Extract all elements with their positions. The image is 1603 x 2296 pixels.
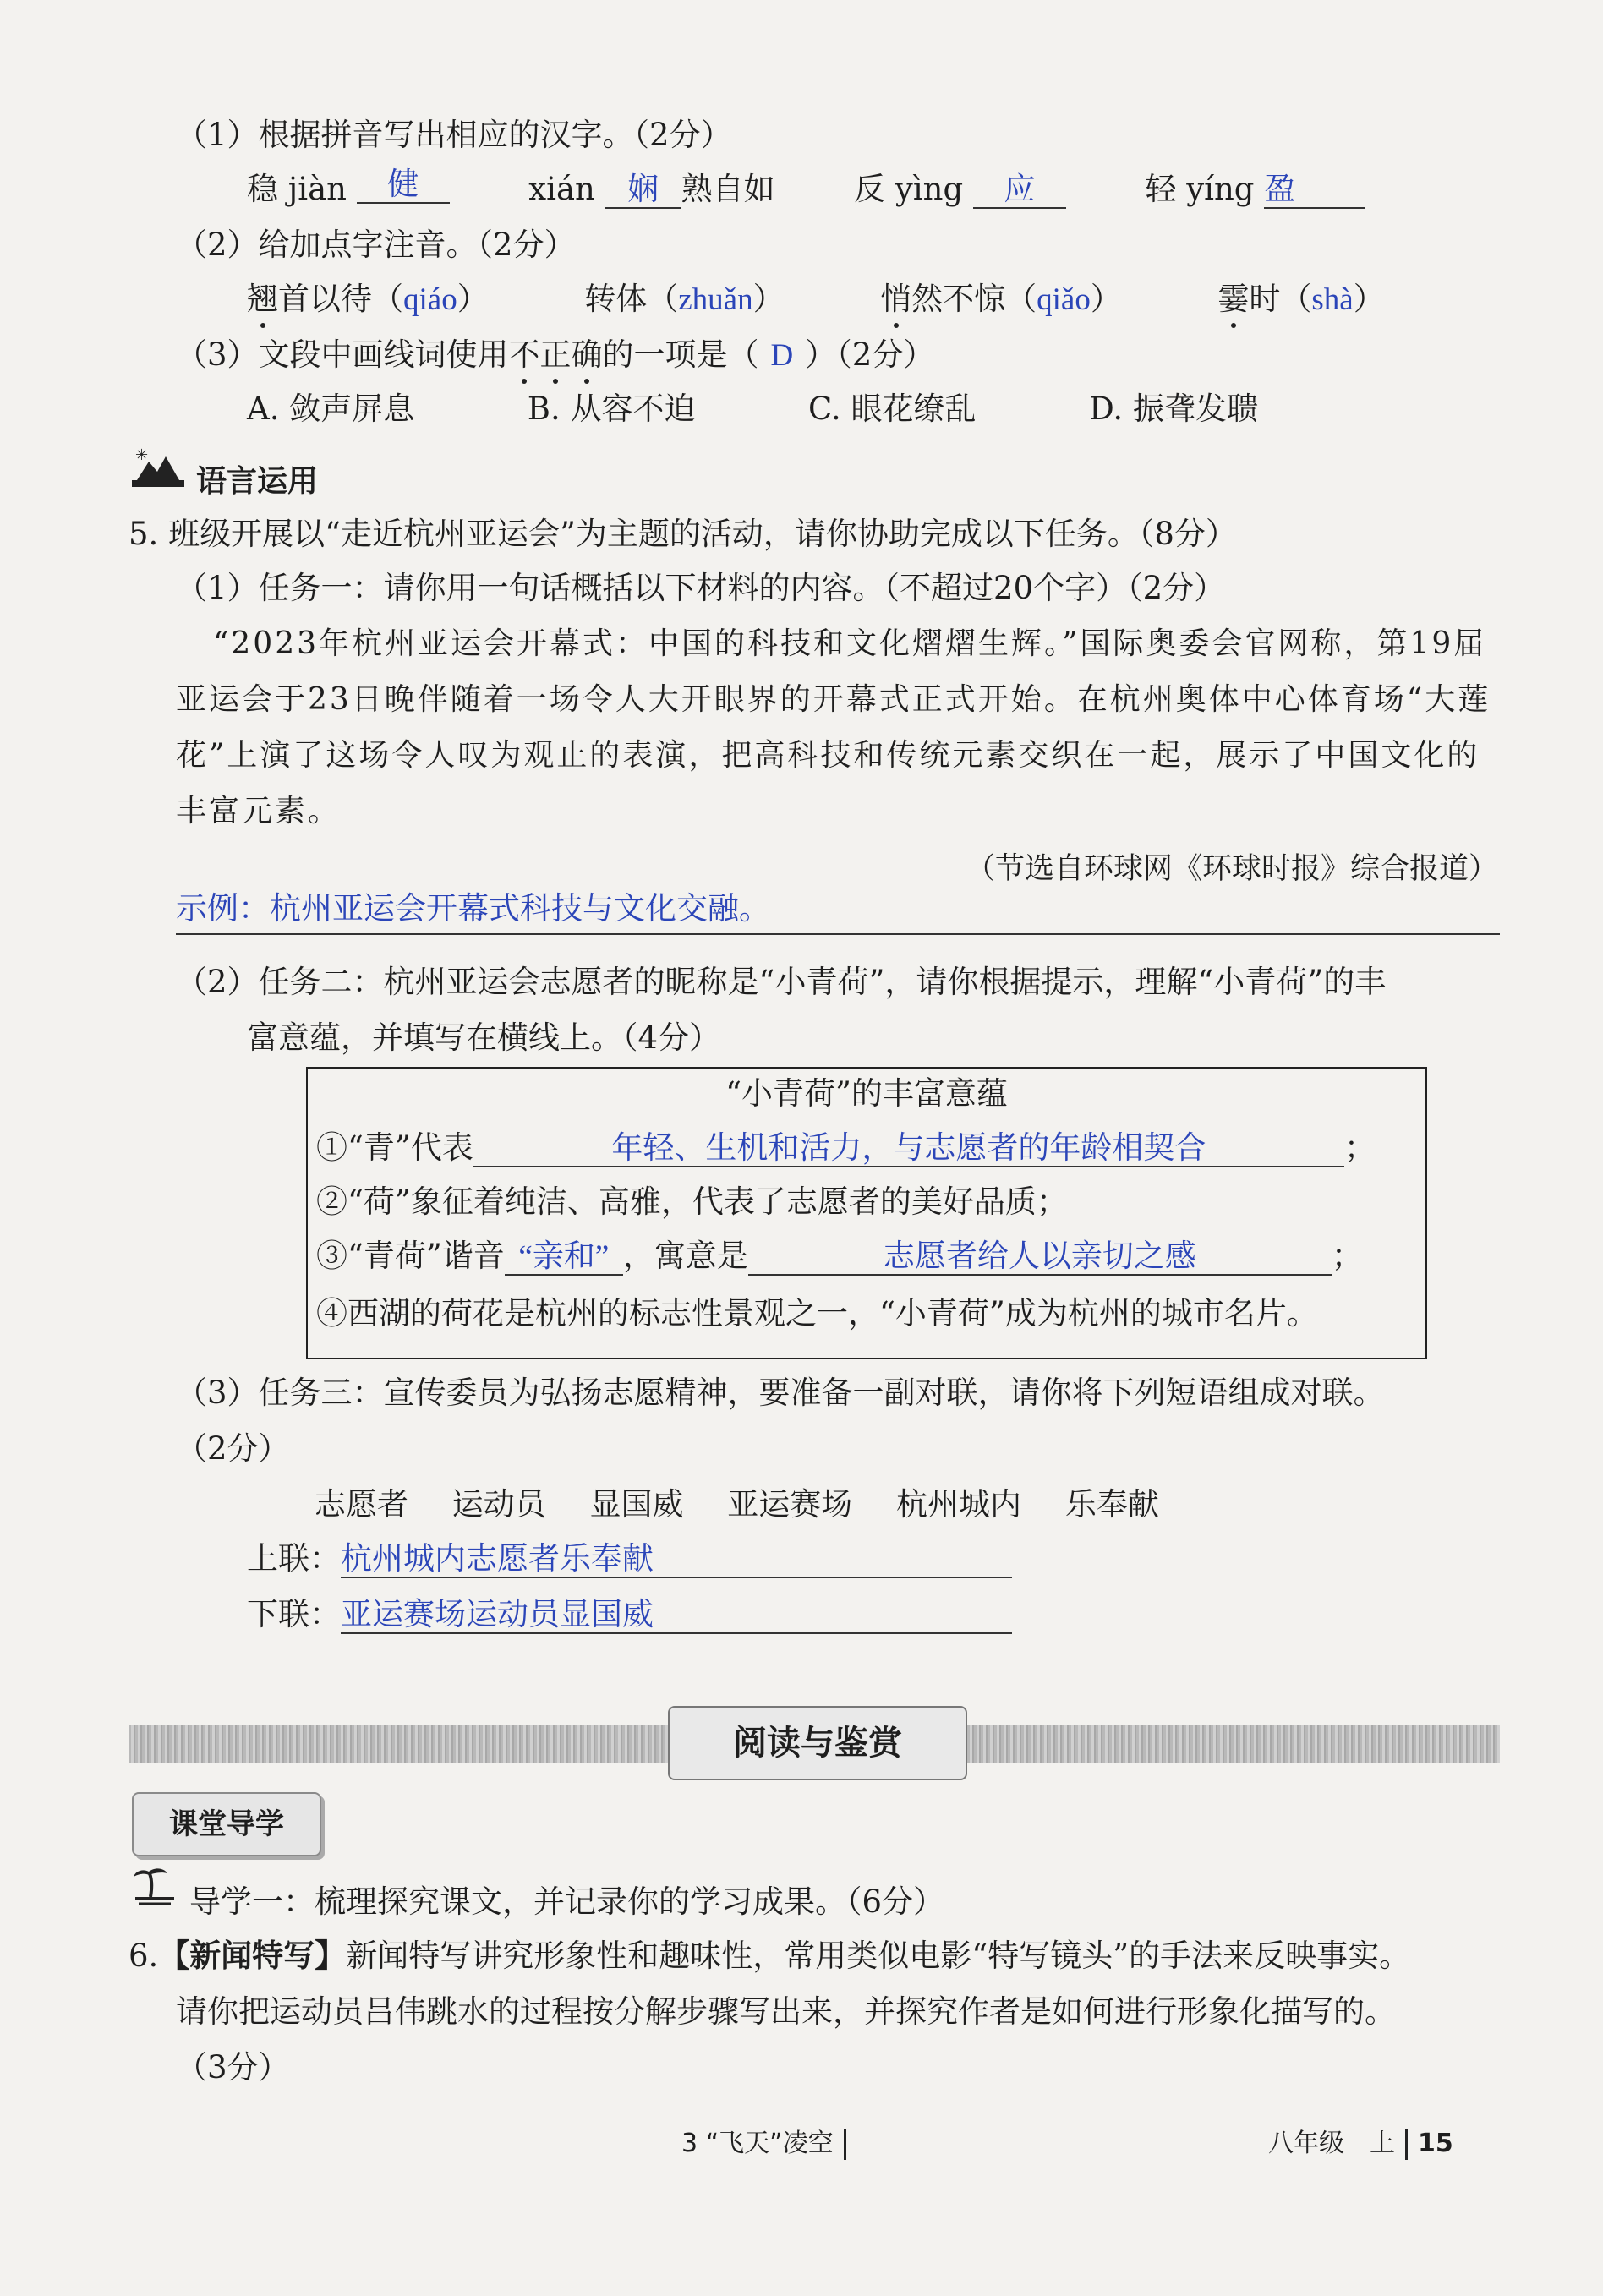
option-b: B. 从容不迫 <box>527 391 696 427</box>
footer-grade: 八年级 上 15 <box>1268 2129 1453 2158</box>
q6-line-1: 6.【新闻特写】新闻特写讲究形象性和趣味性，常用类似电影“特写镜头”的手法来反映事实。 <box>129 1938 1411 1974</box>
q4-s3-label: （3）文段中画线词使用不正确的一项是（ D ）（2分） <box>176 335 934 376</box>
q5-t1-label: （1）任务一：请你用一句话概括以下材料的内容。（不超过20个字）（2分） <box>176 570 1226 606</box>
q4-s1-item-4: 轻 yíng 盈 <box>1145 171 1365 207</box>
q4-s2-item-2: 转体（zhuǎn） <box>584 281 785 317</box>
q4-s3-options <box>247 389 1258 429</box>
q4-s1-item-1: 稳 jiàn 健 <box>247 171 450 207</box>
footer-divider <box>844 2129 846 2160</box>
lower-couplet: 下联：亚运赛场运动员显国威 <box>247 1594 1012 1635</box>
answer-line <box>176 933 1500 935</box>
answer-blank: 健 <box>357 168 450 204</box>
answer-blank: 应 <box>973 173 1066 209</box>
q6-line-2: 请你把运动员吕伟跳水的过程按分解步骤写出来，并探究作者是如何进行形象化描写的。 <box>176 1993 1396 2030</box>
option-d: D. 振聋发聩 <box>1089 391 1258 427</box>
phrase: 显国威 <box>589 1486 684 1522</box>
material-source: （节选自环球网《环球时报》综合报道） <box>965 852 1498 886</box>
answer-blank: 杭州城内志愿者乐奉献 <box>341 1543 1012 1578</box>
phrase: 志愿者 <box>315 1486 408 1522</box>
q5-title: 5. 班级开展以“走近杭州亚运会”为主题的活动，请你协助完成以下任务。（8分） <box>129 516 1237 552</box>
guide-1: 导学一：梳理探究课文，并记录你的学习成果。（6分） <box>189 1883 945 1920</box>
footer-divider <box>1405 2129 1408 2160</box>
q4-s2-items <box>247 279 1385 320</box>
q5-t2-label-2: 富意蕴，并填写在横线上。（4分） <box>247 1020 721 1056</box>
q4-s2-item-1: 翘首以待（qiáo） <box>247 281 489 317</box>
option-a: A. 敛声屏息 <box>247 391 415 427</box>
section-language-heading: 语言运用 <box>196 464 319 499</box>
phrase: 运动员 <box>451 1486 546 1522</box>
box-row-2: ②“荷”象征着纯洁、高雅，代表了志愿者的美好品质； <box>316 1184 1068 1220</box>
answer-blank: 盈 <box>1264 173 1365 209</box>
q4-s1-label: （1）根据拼音写出相应的汉字。（2分） <box>176 117 732 153</box>
answer-blank: 亚运赛场运动员显国威 <box>341 1599 1012 1634</box>
q4-s1-item-3: 反 yìng 应 <box>854 171 1066 207</box>
answer-blank: “亲和” <box>505 1240 623 1276</box>
section-reading-heading: 阅读与鉴赏 <box>668 1706 967 1780</box>
q5-t3-label-2: （2分） <box>176 1430 290 1467</box>
q5-t1-answer: 示例：杭州亚运会开幕式科技与文化交融。 <box>176 892 770 927</box>
q5-t3-label-1: （3）任务三：宣传委员为弘扬志愿精神，要准备一副对联，请你将下列短语组成对联。 <box>176 1375 1385 1411</box>
dotted-emphasis: 不正确 <box>509 336 603 373</box>
box-row-1: ①“青”代表 年轻、生机和活力，与志愿者的年龄相契合 ； <box>316 1129 1376 1166</box>
answer-blank: 志愿者给人以亲切之感 <box>748 1240 1332 1276</box>
q5-t2-label-1: （2）任务二：杭州亚运会志愿者的昵称是“小青荷”，请你根据提示，理解“小青荷”的丰 <box>176 964 1387 1000</box>
box-title: “小青荷”的丰富意蕴 <box>725 1075 1008 1112</box>
phrase: 杭州城内 <box>896 1486 1022 1522</box>
q4-s3-answer: D <box>770 338 794 373</box>
answer-blank: 娴 <box>605 173 681 209</box>
box-row-4: ④西湖的荷花是杭州的标志性景观之一，“小青荷”成为杭州的城市名片。 <box>316 1295 1318 1331</box>
footer-series: 3 “飞天”凌空 <box>681 2127 856 2161</box>
box-row-3: ③“青荷”谐音 “亲和” ，寓意是 志愿者给人以亲切之感 ； <box>316 1238 1363 1274</box>
q6-line-3: （3分） <box>176 2049 290 2086</box>
q4-s2-label: （2）给加点字注音。（2分） <box>176 227 576 263</box>
upper-couplet: 上联：杭州城内志愿者乐奉献 <box>247 1539 1012 1579</box>
material-line-4: 丰富元素。 <box>176 794 342 828</box>
q4-s2-item-4: 霎时（shà） <box>1217 281 1384 317</box>
phrase-list <box>315 1484 1159 1525</box>
palm-island-icon <box>132 1865 178 1907</box>
option-c: C. 眼花缭乱 <box>808 391 977 427</box>
phrase: 乐奉献 <box>1064 1486 1159 1522</box>
answer-blank: 年轻、生机和活力，与志愿者的年龄相契合 <box>473 1132 1344 1167</box>
material-line-3: 花”上演了这场令人叹为观止的表演，把高科技和传统元素交织在一起，展示了中国文化的 <box>176 738 1480 773</box>
material-line-2: 亚运会于23日晚伴随着一场令人大开眼界的开幕式正式开始。在杭州奥体中心体育场“大莲 <box>176 682 1491 717</box>
svg-text:✳: ✳ <box>135 446 149 464</box>
page-number: 15 <box>1418 2129 1453 2158</box>
class-guide-tag: 课堂导学 <box>132 1792 321 1856</box>
q4-s1-items <box>247 169 1365 210</box>
q4-s2-item-3: 悄然不惊（qiǎo） <box>880 281 1122 317</box>
language-section-icon <box>132 446 184 492</box>
q4-s1-item-2: xián 娴 熟自如 <box>528 171 775 207</box>
material-line-1: “2023年杭州亚运会开幕式：中国的科技和文化熠熠生辉。”国际奥委会官网称，第19届 <box>213 626 1487 661</box>
phrase: 亚运赛场 <box>727 1486 853 1522</box>
